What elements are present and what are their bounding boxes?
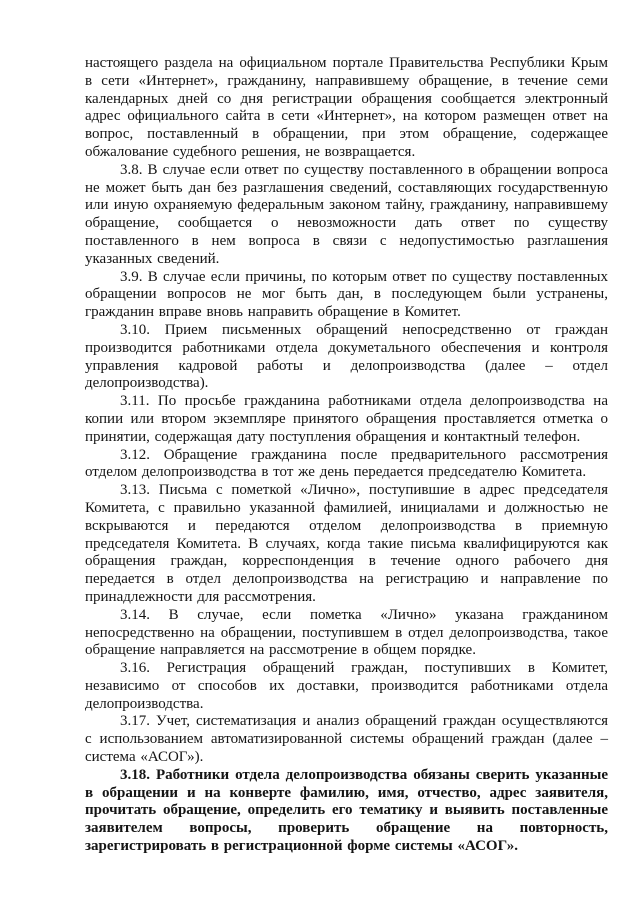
para-3-10: 3.10. Прием письменных обращений непосредственно от граждан производится работниками отдела докуметального обеспечения и контроля управления кадровой работы и делопроизводства (далее – отдел делопроизводства). xyxy=(85,321,608,392)
para-3-16: 3.16. Регистрация обращений граждан, поступивших в Комитет, независимо от способов их доставки, производится работниками отдела делопроизводства. xyxy=(85,660,608,712)
para-3-11: 3.11. По просьбе гражданина работниками отдела делопроизводства на копии или втором экземпляре принятого обращения проставляется отметка о принятии, содержащая дату поступления обращения и контактный телефон. xyxy=(85,393,608,445)
para-3-17: 3.17. Учет, систематизация и анализ обращений граждан осуществляются с использованием автоматизированной системы обращений граждан (далее – система «АСОГ»). xyxy=(85,713,608,766)
para-3-12: 3.12. Обращение гражданина после предварительного рассмотрения отделом делопроизводства в тот же день передается председателю Комитета. xyxy=(85,446,608,481)
para-3-14: 3.14. В случае, если пометка «Лично» указана гражданином непосредственно на обращении, поступившем в отдел делопроизводства, такое обращение направляется на рассмотрение в общем порядке. xyxy=(85,606,608,659)
para-intro-continuation: настоящего раздела на официальном портале Правительства Республики Крым в сети «Интернет», гражданину, направившему обращение, в течение семи календарных дней со дня регистрации обращения сообщается электронный адрес официального сайта в сети «Интернет», на котором размещен ответ на вопрос, поставленный в обращении, при этом обращение, содержащее обжалование судебного решения, не возвращается. xyxy=(85,55,608,160)
para-3-8: 3.8. В случае если ответ по существу поставленного в обращении вопроса не может быть дан без разглашения сведений, составляющих государственную или иную охраняемую федеральным законом тайну, гражданину, направившему обращение, сообщается о невозможности дать ответ по существу поставленного в нем вопроса в связи с недопустимостью разглашения указанных сведений. xyxy=(85,161,608,267)
para-3-18: 3.18. Работники отдела делопроизводства обязаны сверить указанные в обращении и на конверте фамилию, имя, отчество, адрес заявителя, прочитать обращение, определить его тематику и выявить поставленные заявителем вопросы, проверить обращение на повторность, зарегистрировать в регистрационной форме системы «АСОГ». xyxy=(85,766,608,855)
para-3-13: 3.13. Письма с пометкой «Лично», поступившие в адрес председателя Комитета, с правильно указанной фамилией, инициалами и должностью не вскрываются и передаются отделом делопроизводства в приемную председателя Комитета. В случаях, когда такие письма квалифицируются как обращения граждан, корреспонденция в течение одного рабочего дня передается в отдел делопроизводства на регистрацию и направление по принадлежности для рассмотрения. xyxy=(85,482,608,605)
para-3-9: 3.9. В случае если причины, по которым ответ по существу поставленных обращении вопросов не мог быть дан, в последующем были устранены, гражданин вправе вновь направить обращение в Комитет. xyxy=(85,268,608,321)
